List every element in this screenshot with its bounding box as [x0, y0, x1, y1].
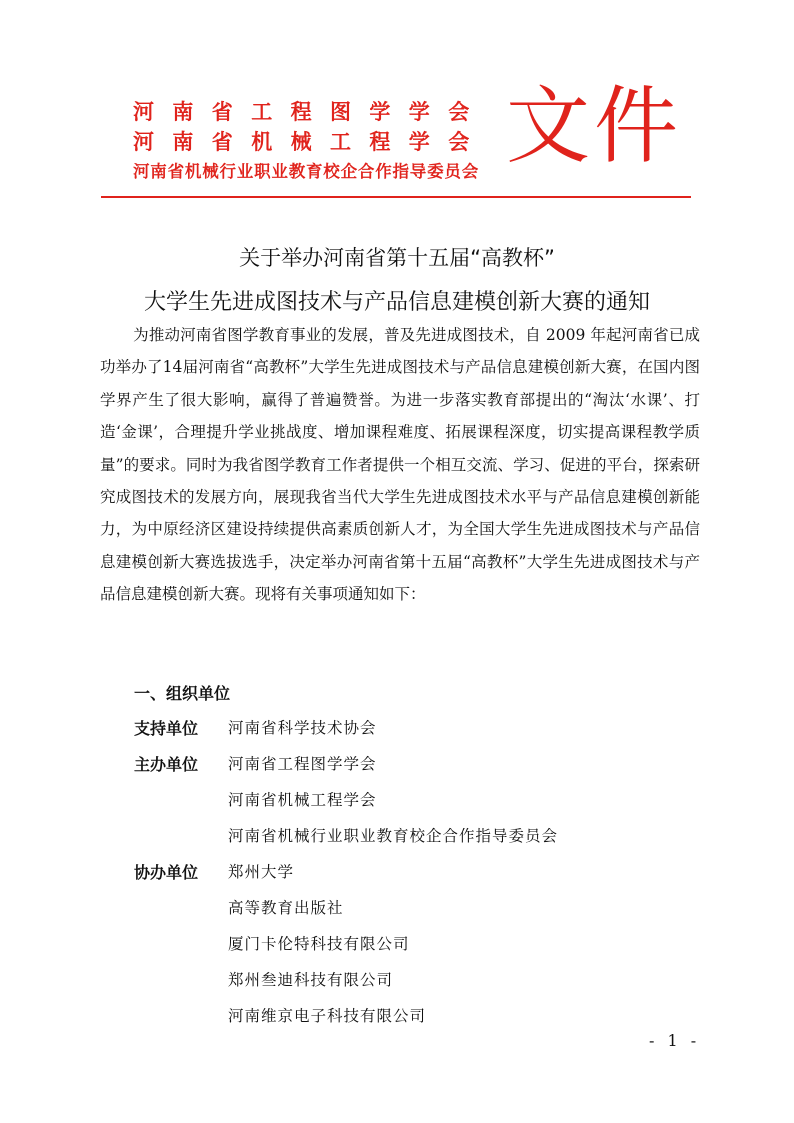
co-unit-name: 河南维京电子科技有限公司: [228, 1007, 427, 1025]
letterhead-org-2: 河南省机械工程学会: [133, 130, 488, 154]
co-unit-name: 厦门卡伦特科技有限公司: [228, 935, 410, 953]
document-title-line-1: 关于举办河南省第十五届“高教杯”: [239, 246, 555, 270]
letterhead-org-3: 河南省机械行业职业教育校企合作指导委员会: [133, 162, 479, 181]
co-unit-name: 郑州叁迪科技有限公司: [228, 971, 394, 989]
intro-text: 为推动河南省图学教育事业的发展，普及先进成图技术，自 2009 年起河南省已成功举办了14届河南省“高教杯”大学生先进成图技术与产品信息建模创新大赛，在国内图学界产生了很大影响，赢得了普遍赞誉。为进一步落实教育部提出的“淘汰‘水课’、打造‘金课’，合理提升学业挑战度、增加课程难度、拓展课程深度，切实提高课程教学质量”的要求。同时为我省图学教育工作者提供一个相互交流、学习、促进的平台，探索研究成图技术的发展方向，展现我省当代大学生先进成图技术水平与产品信息建模创新能力，为中原经济区建设持续提供高素质创新人才，为全国大学生先进成图技术与产品信息建模创新大赛选拔选手，决定举办河南省第十五届“高教杯”大学生先进成图技术与产品信息建模创新大赛。现将有关事项通知如下：: [100, 326, 700, 604]
intro-paragraph: [100, 319, 700, 611]
letterhead-red-divider: [101, 196, 691, 198]
section-heading-organizers: 一、组织单位: [134, 684, 231, 703]
host-unit-name: 河南省机械行业职业教育校企合作指导委员会: [228, 827, 559, 845]
host-unit-name: 河南省机械工程学会: [228, 791, 377, 809]
host-unit-label: 主办单位: [134, 755, 199, 774]
co-unit-name: 郑州大学: [228, 863, 295, 881]
letterhead-document-mark: 文件: [506, 77, 683, 175]
host-unit-name: 河南省工程图学学会: [228, 755, 377, 773]
co-unit-name: 高等教育出版社: [228, 899, 344, 917]
document-title-line-2: 大学生先进成图技术与产品信息建模创新大赛的通知: [143, 290, 650, 315]
page-number: - 1 -: [649, 1031, 701, 1050]
support-unit-label: 支持单位: [134, 719, 199, 738]
letterhead-org-1: 河南省工程图学学会: [133, 100, 488, 124]
co-unit-label: 协办单位: [134, 863, 199, 882]
support-unit-name: 河南省科学技术协会: [228, 719, 377, 737]
